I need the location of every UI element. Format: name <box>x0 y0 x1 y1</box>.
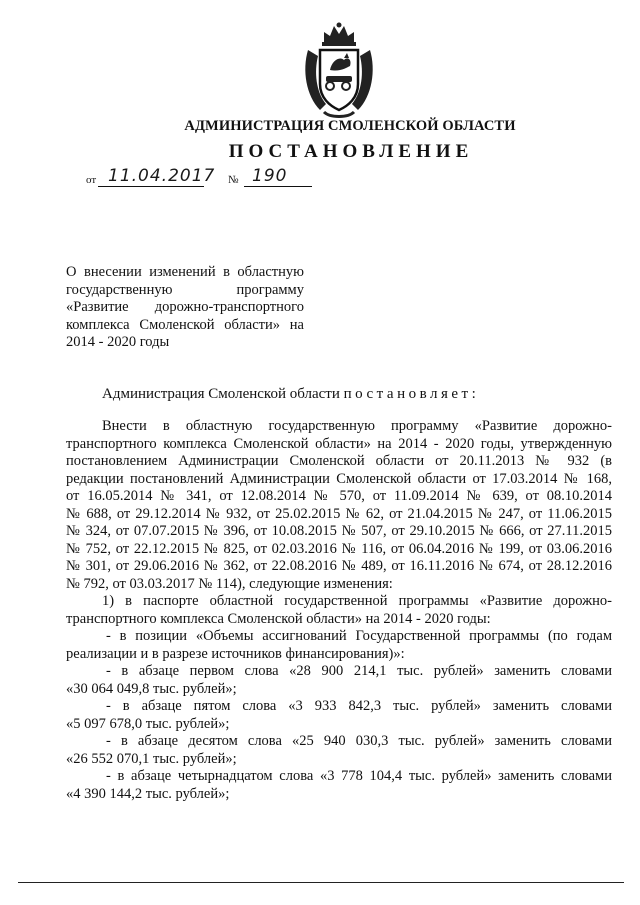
body-line: - в абзаце четырнадцатом слова «3 778 104,4 тыс. рублей» заменить словами <box>106 768 612 784</box>
body-line: реализации и в разрезе источников финансирования)»: <box>66 645 405 662</box>
body-line: - в абзаце первом слова «28 900 214,1 тыс. рублей» заменить словами <box>106 663 612 679</box>
date-underline <box>98 186 204 187</box>
body-line: № 752, от 22.12.2015 № 825, от 02.03.2016 № 116, от 06.04.2016 № 199, от 03.06.2016 <box>66 540 612 557</box>
subject-line: 2014 - 2020 годы <box>66 334 170 350</box>
body-line: № 792, от 03.03.2017 № 114), следующие изменения: <box>66 575 393 592</box>
date-label: от <box>86 174 97 186</box>
body-line: - в позиции «Объемы ассигнований Государственной программы (по годам <box>106 628 612 644</box>
body-line: редакции постановлений Администрации Смоленской области от 17.03.2014 № 168, <box>66 470 612 487</box>
body-line: «30 064 049,8 тыс. рублей»; <box>66 680 237 697</box>
body-line: транспортного комплекса Смоленской области» на 2014 - 2020 годы, утвержденную <box>66 435 612 452</box>
body-line: постановлением Администрации Смоленской области от 20.11.2013 № 932 (в <box>66 453 612 469</box>
body-line: 1) в паспорте областной государственной программы «Развитие дорожно- <box>102 593 612 609</box>
body-line: Внести в областную государственную программу «Развитие дорожно- <box>102 418 612 434</box>
document-subject <box>66 264 304 352</box>
organization-name: АДМИНИСТРАЦИЯ СМОЛЕНСКОЙ ОБЛАСТИ <box>184 118 516 134</box>
number-underline <box>244 186 312 187</box>
lead-spaced-verb: постановляет: <box>343 386 480 402</box>
subject-line: О внесении изменений в областную <box>66 264 304 280</box>
body-line: - в абзаце пятом слова «3 933 842,3 тыс. рублей» заменить словами <box>106 698 612 714</box>
body-line: «26 552 070,1 тыс. рублей»; <box>66 750 237 767</box>
subject-line: «Развитие дорожно-транспортного <box>66 299 304 315</box>
body-line: № 688, от 29.12.2014 № 932, от 25.02.2015 № 62, от 21.04.2015 № 247, от 11.06.2015 <box>66 505 612 522</box>
handwritten-date: 11.04.2017 <box>108 166 216 186</box>
coat-of-arms-icon <box>300 20 378 120</box>
body-line: № 324, от 07.07.2015 № 396, от 10.08.2015 № 507, от 29.10.2015 № 666, от 27.11.2015 <box>66 523 612 539</box>
subject-line: государственную программу <box>66 281 304 298</box>
lead-text: Администрация Смоленской области <box>102 386 340 402</box>
body-line: транспортного комплекса Смоленской области» на 2014 - 2020 годы: <box>66 610 491 627</box>
handwritten-number: 190 <box>252 166 288 186</box>
subject-line: комплекса Смоленской области» на <box>66 316 304 333</box>
body-line: № 301, от 29.06.2016 № 362, от 22.08.2016 № 489, от 16.11.2016 № 674, от 28.12.2016 <box>66 558 612 574</box>
scan-edge-line <box>18 882 624 883</box>
body-line: «5 097 678,0 тыс. рублей»; <box>66 715 230 732</box>
resolution-lead <box>102 386 479 403</box>
body-line: - в абзаце десятом слова «25 940 030,3 тыс. рублей» заменить словами <box>106 733 612 749</box>
body-line: «4 390 144,2 тыс. рублей»; <box>66 785 230 802</box>
body-line: от 16.05.2014 № 341, от 12.08.2014 № 570, от 11.09.2014 № 639, от 08.10.2014 <box>66 488 612 504</box>
number-label: № <box>228 174 239 186</box>
document-type-title: ПОСТАНОВЛЕНИЕ <box>228 141 474 162</box>
document-body <box>66 418 612 803</box>
